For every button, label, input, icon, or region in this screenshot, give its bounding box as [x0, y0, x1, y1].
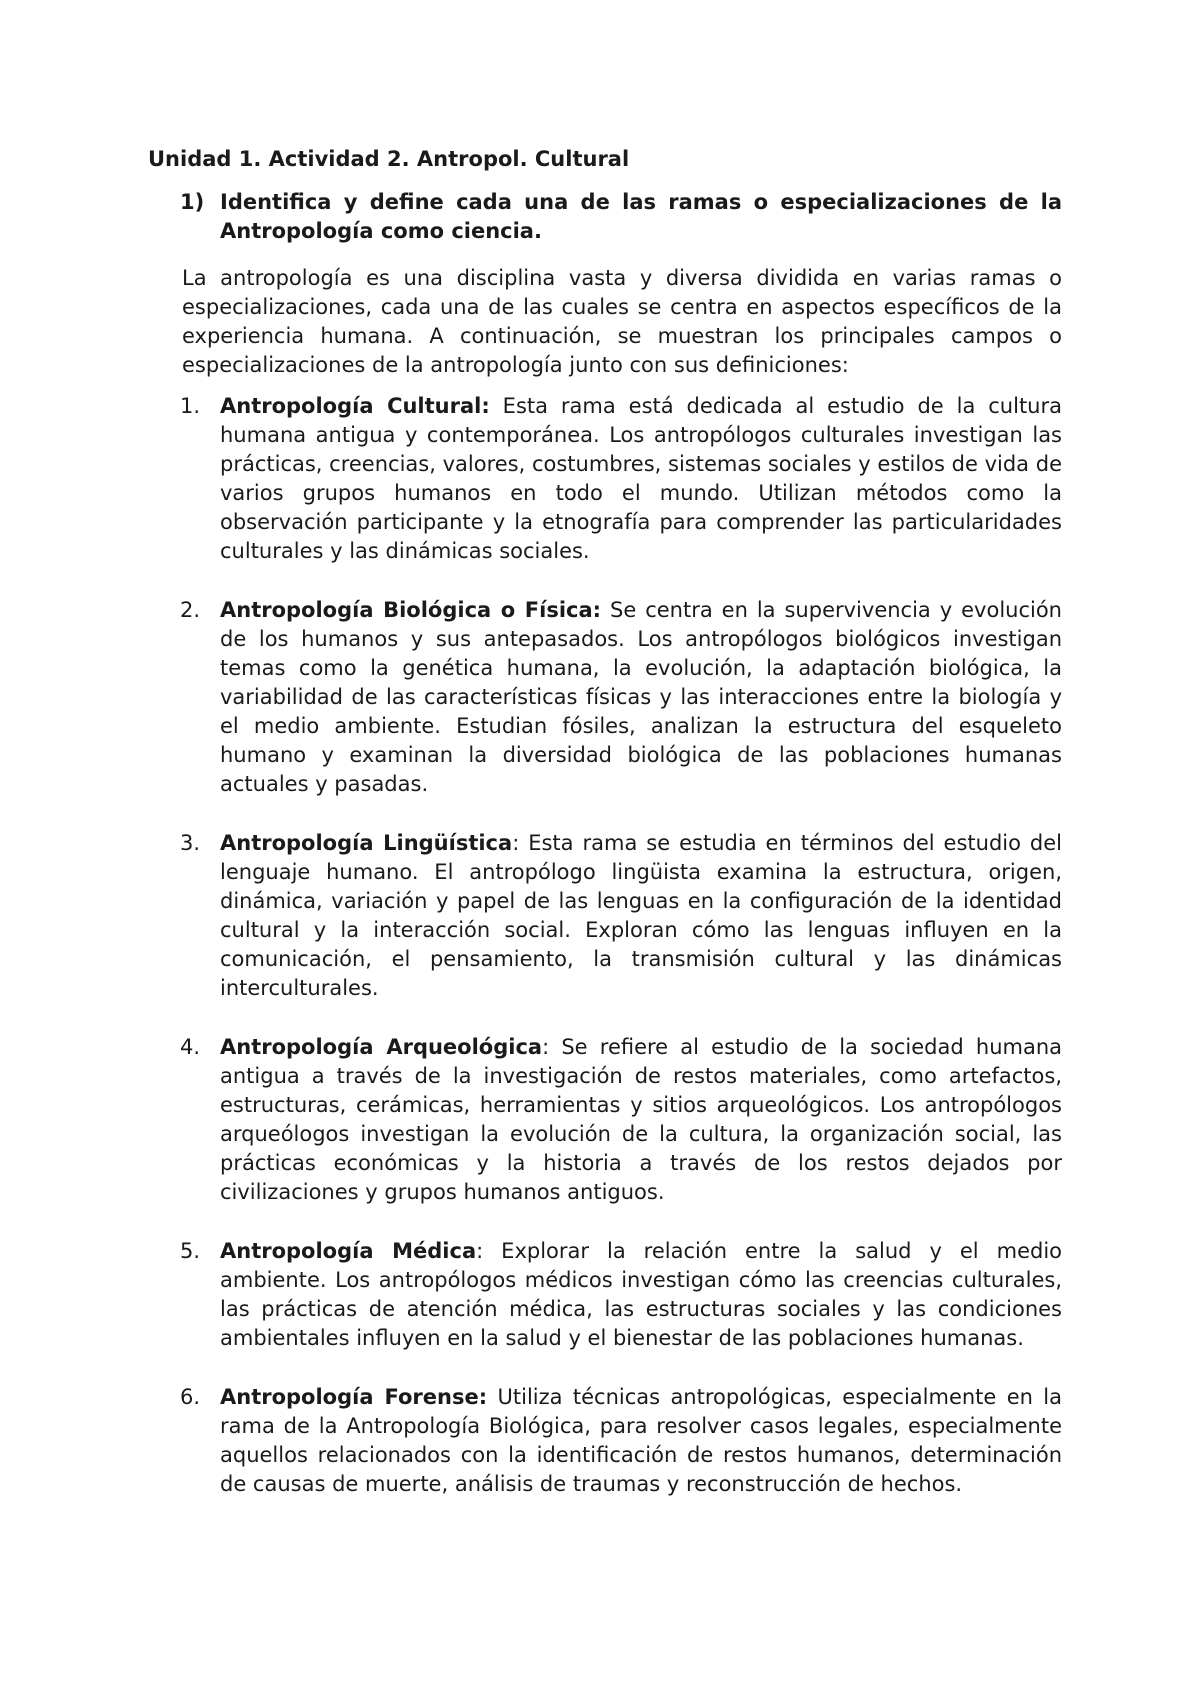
question-item: [148, 188, 1062, 246]
intro-paragraph: La antropología es una disciplina vasta y diversa dividida en varias ramas o especializaciones, cada una de las cuales se centra en aspectos específicos de la experiencia humana. A continuación, se muestran los principales campos o especializaciones de la antropología junto con sus definiciones:: [182, 266, 1062, 377]
list-item-text: : Esta rama se estudia en términos del estudio del lenguaje humano. El antropólogo lingüista examina la estructura, origen, dinámica, variación y papel de las lenguas en la configuración de la identidad cultural y la interacción social. Exploran cómo las lenguas influyen en la comunicación, el pensamiento, la transmisión cultural y las dinámicas interculturales.: [220, 831, 1063, 1000]
list-item-text: Esta rama está dedicada al estudio de la cultura humana antigua y contemporánea. Los antropólogos culturales investigan las prácticas, creencias, valores, costumbres, sistemas sociales y estilos de vida de varios grupos humanos en todo el mundo. Utilizan métodos como la observación participante y la etnografía para comprender las particularidades culturales y las dinámicas sociales.: [220, 394, 1062, 563]
list-item: [148, 1383, 1062, 1499]
list-item-term: Antropología Lingüística: [220, 831, 513, 855]
list-item-number: 1.: [180, 394, 201, 418]
list-item: [148, 829, 1062, 1003]
list-item-body: [220, 1383, 1062, 1499]
document-title: Unidad 1. Actividad 2. Antropol. Cultural: [148, 147, 630, 171]
list-item: [148, 392, 1062, 566]
question-number: 1): [180, 190, 205, 214]
list-item-term: Antropología Cultural:: [220, 394, 490, 418]
list-item-text: Utiliza técnicas antropológicas, especialmente en la rama de la Antropología Biológica, para resolver casos legales, especialmente aquellos relacionados con la identificación de restos humanos, determinación de causas de muerte, análisis de traumas y reconstrucción de hechos.: [220, 1385, 1062, 1496]
list-item: [148, 1033, 1062, 1207]
list-item-number: 5.: [180, 1239, 201, 1263]
list-item-term: Antropología Arqueológica: [220, 1035, 543, 1059]
list-item-body: [220, 392, 1062, 566]
list-item-term: Antropología Biológica o Física:: [220, 598, 602, 622]
list-item: [148, 1237, 1062, 1353]
list-item-text: Se centra en la supervivencia y evolución de los humanos y sus antepasados. Los antropólogos biológicos investigan temas como la genética humana, la evolución, la adaptación biológica, la variabilidad de las características físicas y las interacciones entre la biología y el medio ambiente. Estudian fósiles, analizan la estructura del esqueleto humano y examinan la diversidad biológica de las poblaciones humanas actuales y pasadas.: [220, 598, 1062, 796]
list-item: [148, 596, 1062, 799]
list-item-number: 4.: [180, 1035, 201, 1059]
list-item-number: 3.: [180, 831, 201, 855]
list-item-number: 6.: [180, 1385, 201, 1409]
list-item-number: 2.: [180, 598, 201, 622]
list-item-body: [220, 596, 1062, 799]
list-item-term: Antropología Forense:: [220, 1385, 488, 1409]
list-item-body: [220, 1237, 1062, 1353]
list-item-body: [220, 829, 1062, 1003]
list-item-body: [220, 1033, 1062, 1207]
question-text: Identifica y define cada una de las ramas o especializaciones de la Antropología como ciencia.: [220, 190, 1062, 243]
list-item-term: Antropología Médica: [220, 1239, 477, 1263]
list-item-text: : Explorar la relación entre la salud y el medio ambiente. Los antropólogos médicos investigan cómo las creencias culturales, las prácticas de atención médica, las estructuras sociales y las condiciones ambientales influyen en la salud y el bienestar de las poblaciones humanas.: [220, 1239, 1063, 1350]
list-item-text: : Se refiere al estudio de la sociedad humana antigua a través de la investigación de restos materiales, como artefactos, estructuras, cerámicas, herramientas y sitios arqueológicos. Los antropólogos arqueólogos investigan la evolución de la cultura, la organización social, las prácticas económicas y la historia a través de los restos dejados por civilizaciones y grupos humanos antiguos.: [220, 1035, 1063, 1204]
